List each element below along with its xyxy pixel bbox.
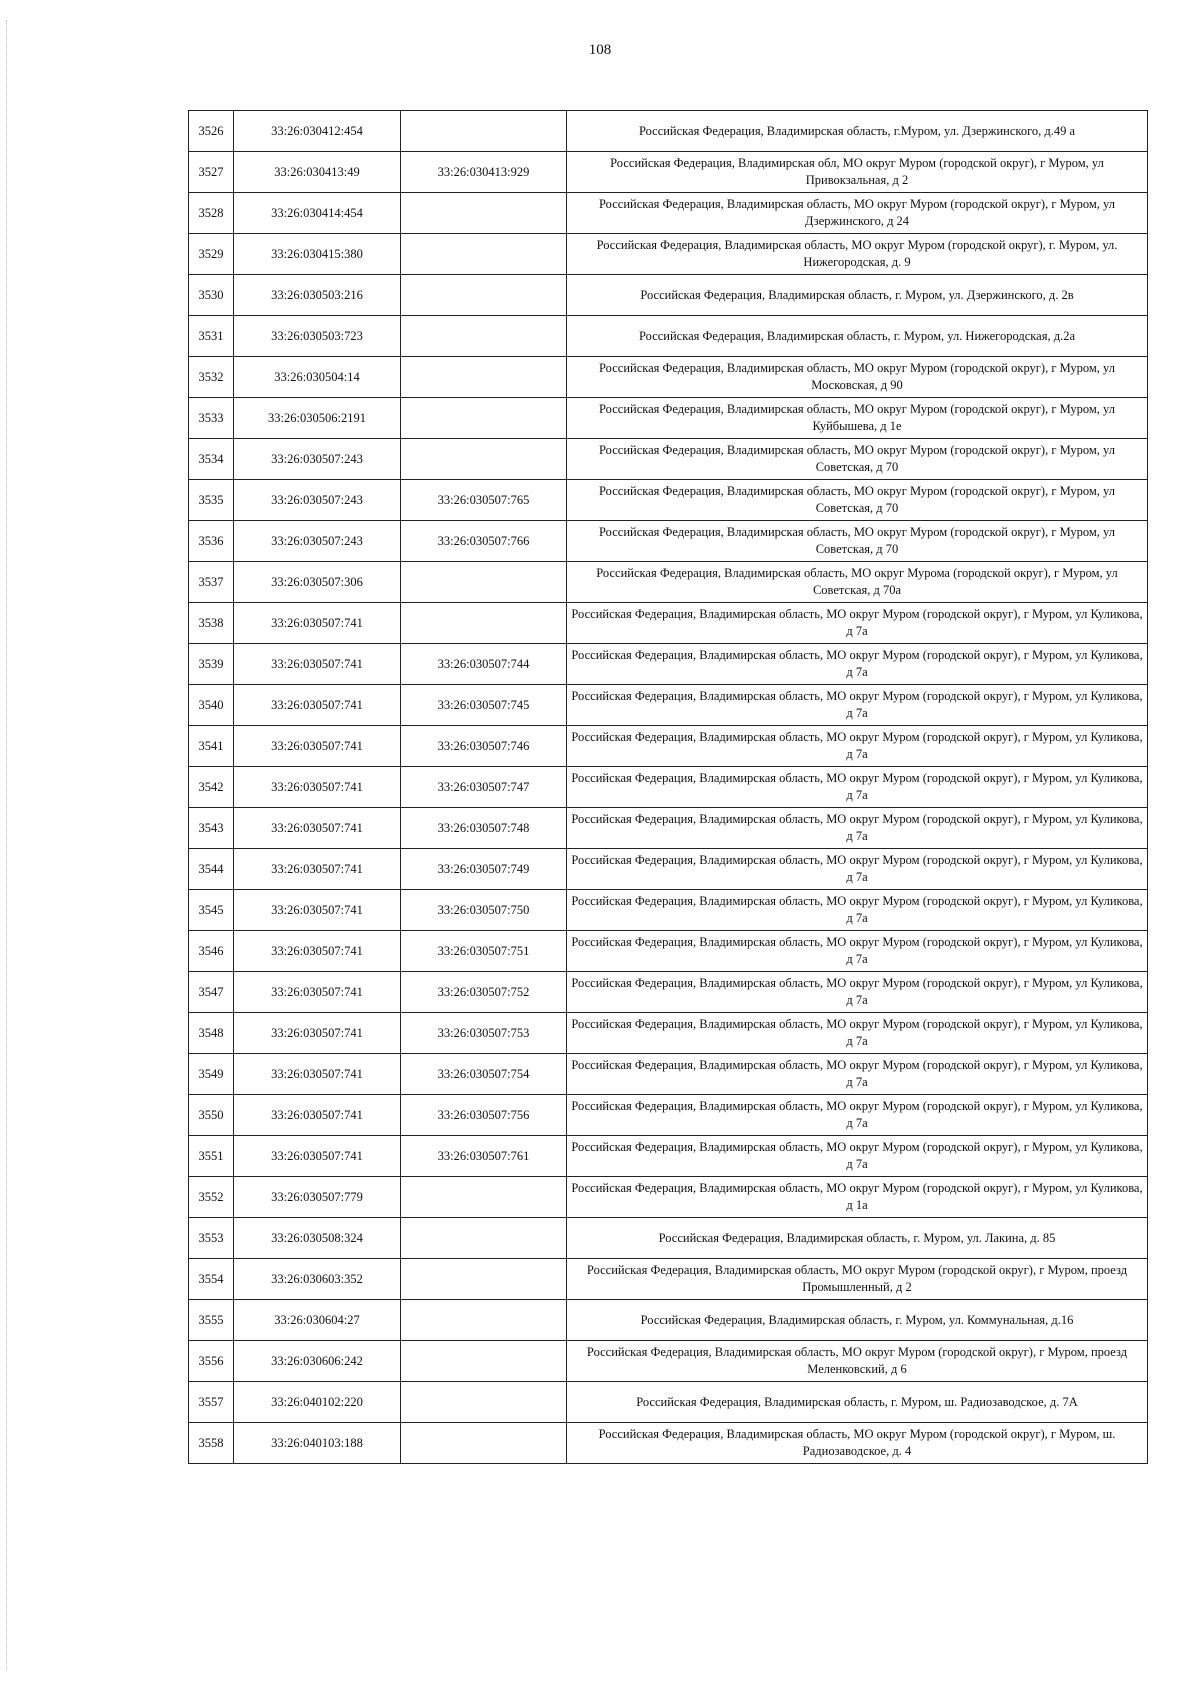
table-row xyxy=(189,234,1148,275)
address-cell: Российская Федерация, Владимирская область, г. Муром, ш. Радиозаводское, д. 7А xyxy=(567,1382,1148,1423)
object-number-cell xyxy=(401,1259,567,1300)
object-number-cell xyxy=(401,1300,567,1341)
cadastral-number-cell: 33:26:030507:741 xyxy=(234,685,401,726)
row-number-cell: 3527 xyxy=(189,152,234,193)
table-row xyxy=(189,111,1148,152)
object-number-cell xyxy=(401,357,567,398)
row-number-cell: 3535 xyxy=(189,480,234,521)
object-number-cell: 33:26:030507:754 xyxy=(401,1054,567,1095)
cadastral-number-cell: 33:26:030507:741 xyxy=(234,1013,401,1054)
row-number-cell: 3544 xyxy=(189,849,234,890)
cadastral-number-cell: 33:26:030604:27 xyxy=(234,1300,401,1341)
object-number-cell: 33:26:030413:929 xyxy=(401,152,567,193)
address-cell: Российская Федерация, Владимирская область, МО округ Муром (городской округ), г Муром, ул Куликова, д 7а xyxy=(567,1136,1148,1177)
object-number-cell xyxy=(401,1177,567,1218)
address-cell: Российская Федерация, Владимирская область, МО округ Муром (городской округ), г Муром, ул Куликова, д 7а xyxy=(567,1013,1148,1054)
address-cell: Российская Федерация, Владимирская область, МО округ Муром (городской округ), г Муром, ул Куликова, д 7а xyxy=(567,931,1148,972)
object-number-cell: 33:26:030507:745 xyxy=(401,685,567,726)
table-row xyxy=(189,480,1148,521)
table-row xyxy=(189,603,1148,644)
cadastral-number-cell: 33:26:030415:380 xyxy=(234,234,401,275)
registry-table-body xyxy=(189,111,1148,1464)
address-cell: Российская Федерация, Владимирская обл, МО округ Муром (городской округ), г Муром, ул Привокзальная, д 2 xyxy=(567,152,1148,193)
cadastral-number-cell: 33:26:030503:723 xyxy=(234,316,401,357)
object-number-cell: 33:26:030507:751 xyxy=(401,931,567,972)
object-number-cell xyxy=(401,562,567,603)
cadastral-number-cell: 33:26:030507:741 xyxy=(234,644,401,685)
row-number-cell: 3556 xyxy=(189,1341,234,1382)
object-number-cell: 33:26:030507:750 xyxy=(401,890,567,931)
cadastral-number-cell: 33:26:030507:741 xyxy=(234,890,401,931)
address-cell: Российская Федерация, Владимирская область, МО округ Муром (городской округ), г Муром, ул Куликова, д 7а xyxy=(567,726,1148,767)
table-row xyxy=(189,193,1148,234)
object-number-cell: 33:26:030507:761 xyxy=(401,1136,567,1177)
cadastral-number-cell: 33:26:030506:2191 xyxy=(234,398,401,439)
table-row xyxy=(189,1423,1148,1464)
address-cell: Российская Федерация, Владимирская область, МО округ Муром (городской округ), г Муром, ул Куликова, д 7а xyxy=(567,1054,1148,1095)
address-cell: Российская Федерация, Владимирская область, МО округ Муром (городской округ), г Муром, проезд Меленковский, д 6 xyxy=(567,1341,1148,1382)
cadastral-number-cell: 33:26:030507:741 xyxy=(234,1136,401,1177)
object-number-cell: 33:26:030507:766 xyxy=(401,521,567,562)
row-number-cell: 3547 xyxy=(189,972,234,1013)
table-row xyxy=(189,1300,1148,1341)
table-row xyxy=(189,931,1148,972)
object-number-cell xyxy=(401,316,567,357)
cadastral-number-cell: 33:26:030507:243 xyxy=(234,480,401,521)
row-number-cell: 3555 xyxy=(189,1300,234,1341)
table-row xyxy=(189,1013,1148,1054)
row-number-cell: 3530 xyxy=(189,275,234,316)
row-number-cell: 3532 xyxy=(189,357,234,398)
table-row xyxy=(189,1177,1148,1218)
object-number-cell xyxy=(401,1423,567,1464)
address-cell: Российская Федерация, Владимирская область, МО округ Муром (городской округ), г Муром, ул Советская, д 70 xyxy=(567,521,1148,562)
address-cell: Российская Федерация, Владимирская область, г.Муром, ул. Дзержинского, д.49 а xyxy=(567,111,1148,152)
row-number-cell: 3552 xyxy=(189,1177,234,1218)
address-cell: Российская Федерация, Владимирская область, МО округ Муром (городской округ), г Муром, ул Куликова, д 7а xyxy=(567,972,1148,1013)
address-cell: Российская Федерация, Владимирская область, МО округ Муром (городской округ), г Муром, ул Московская, д 90 xyxy=(567,357,1148,398)
object-number-cell: 33:26:030507:744 xyxy=(401,644,567,685)
table-row xyxy=(189,439,1148,480)
address-cell: Российская Федерация, Владимирская область, МО округ Муром (городской округ), г Муром, ул Советская, д 70 xyxy=(567,480,1148,521)
object-number-cell: 33:26:030507:749 xyxy=(401,849,567,890)
cadastral-number-cell: 33:26:030413:49 xyxy=(234,152,401,193)
row-number-cell: 3546 xyxy=(189,931,234,972)
cadastral-number-cell: 33:26:040103:188 xyxy=(234,1423,401,1464)
table-row xyxy=(189,972,1148,1013)
row-number-cell: 3554 xyxy=(189,1259,234,1300)
address-cell: Российская Федерация, Владимирская область, г. Муром, ул. Нижегородская, д.2а xyxy=(567,316,1148,357)
row-number-cell: 3538 xyxy=(189,603,234,644)
cadastral-number-cell: 33:26:030507:741 xyxy=(234,972,401,1013)
cadastral-number-cell: 33:26:030507:243 xyxy=(234,521,401,562)
cadastral-number-cell: 33:26:030414:454 xyxy=(234,193,401,234)
address-cell: Российская Федерация, Владимирская область, МО округ Муром (городской округ), г Муром, ш. Радиозаводское, д. 4 xyxy=(567,1423,1148,1464)
table-row xyxy=(189,726,1148,767)
address-cell: Российская Федерация, Владимирская область, МО округ Муром (городской округ), г Муром, ул Куликова, д 7а xyxy=(567,603,1148,644)
cadastral-number-cell: 33:26:030507:306 xyxy=(234,562,401,603)
cadastral-number-cell: 33:26:030507:741 xyxy=(234,1054,401,1095)
object-number-cell xyxy=(401,603,567,644)
table-row xyxy=(189,685,1148,726)
object-number-cell xyxy=(401,1341,567,1382)
cadastral-number-cell: 33:26:030606:242 xyxy=(234,1341,401,1382)
row-number-cell: 3548 xyxy=(189,1013,234,1054)
address-cell: Российская Федерация, Владимирская область, г. Муром, ул. Дзержинского, д. 2в xyxy=(567,275,1148,316)
row-number-cell: 3528 xyxy=(189,193,234,234)
address-cell: Российская Федерация, Владимирская область, МО округ Муром (городской округ), г Муром, ул Куйбышева, д 1е xyxy=(567,398,1148,439)
address-cell: Российская Федерация, Владимирская область, МО округ Муром (городской округ), г. Муром, ул. Нижегородская, д. 9 xyxy=(567,234,1148,275)
registry-table xyxy=(188,110,1148,1464)
table-row xyxy=(189,1136,1148,1177)
address-cell: Российская Федерация, Владимирская область, МО округ Мурома (городской округ), г Муром, ул Советская, д 70а xyxy=(567,562,1148,603)
page-number: 108 xyxy=(588,42,612,58)
table-row xyxy=(189,1218,1148,1259)
row-number-cell: 3550 xyxy=(189,1095,234,1136)
address-cell: Российская Федерация, Владимирская область, МО округ Муром (городской округ), г Муром, ул Куликова, д 7а xyxy=(567,685,1148,726)
row-number-cell: 3539 xyxy=(189,644,234,685)
object-number-cell: 33:26:030507:753 xyxy=(401,1013,567,1054)
object-number-cell xyxy=(401,193,567,234)
cadastral-number-cell: 33:26:030504:14 xyxy=(234,357,401,398)
row-number-cell: 3557 xyxy=(189,1382,234,1423)
table-row xyxy=(189,521,1148,562)
address-cell: Российская Федерация, Владимирская область, МО округ Муром (городской округ), г Муром, ул Куликова, д 7а xyxy=(567,849,1148,890)
cadastral-number-cell: 33:26:030507:243 xyxy=(234,439,401,480)
address-cell: Российская Федерация, Владимирская область, г. Муром, ул. Коммунальная, д.16 xyxy=(567,1300,1148,1341)
row-number-cell: 3540 xyxy=(189,685,234,726)
cadastral-number-cell: 33:26:030507:741 xyxy=(234,931,401,972)
address-cell: Российская Федерация, Владимирская область, г. Муром, ул. Лакина, д. 85 xyxy=(567,1218,1148,1259)
row-number-cell: 3553 xyxy=(189,1218,234,1259)
cadastral-number-cell: 33:26:030508:324 xyxy=(234,1218,401,1259)
table-row xyxy=(189,849,1148,890)
cadastral-number-cell: 33:26:030412:454 xyxy=(234,111,401,152)
object-number-cell xyxy=(401,275,567,316)
table-row xyxy=(189,808,1148,849)
cadastral-number-cell: 33:26:030503:216 xyxy=(234,275,401,316)
row-number-cell: 3543 xyxy=(189,808,234,849)
address-cell: Российская Федерация, Владимирская область, МО округ Муром (городской округ), г Муром, ул Куликова, д 7а xyxy=(567,767,1148,808)
row-number-cell: 3549 xyxy=(189,1054,234,1095)
row-number-cell: 3526 xyxy=(189,111,234,152)
table-row xyxy=(189,562,1148,603)
cadastral-number-cell: 33:26:030507:741 xyxy=(234,767,401,808)
address-cell: Российская Федерация, Владимирская область, МО округ Муром (городской округ), г Муром, ул Куликова, д 7а xyxy=(567,890,1148,931)
address-cell: Российская Федерация, Владимирская область, МО округ Муром (городской округ), г Муром, проезд Промышленный, д 2 xyxy=(567,1259,1148,1300)
object-number-cell: 33:26:030507:748 xyxy=(401,808,567,849)
object-number-cell: 33:26:030507:747 xyxy=(401,767,567,808)
address-cell: Российская Федерация, Владимирская область, МО округ Муром (городской округ), г Муром, ул Куликова, д 7а xyxy=(567,808,1148,849)
cadastral-number-cell: 33:26:030507:779 xyxy=(234,1177,401,1218)
object-number-cell: 33:26:030507:765 xyxy=(401,480,567,521)
object-number-cell xyxy=(401,439,567,480)
cadastral-number-cell: 33:26:040102:220 xyxy=(234,1382,401,1423)
table-row xyxy=(189,890,1148,931)
cadastral-number-cell: 33:26:030507:741 xyxy=(234,726,401,767)
address-cell: Российская Федерация, Владимирская область, МО округ Муром (городской округ), г Муром, ул Куликова, д 7а xyxy=(567,644,1148,685)
table-row xyxy=(189,275,1148,316)
scan-margin-mark xyxy=(6,20,8,1670)
table-row xyxy=(189,1382,1148,1423)
table-row xyxy=(189,1341,1148,1382)
address-cell: Российская Федерация, Владимирская область, МО округ Муром (городской округ), г Муром, ул Куликова, д 1а xyxy=(567,1177,1148,1218)
cadastral-number-cell: 33:26:030603:352 xyxy=(234,1259,401,1300)
table-row xyxy=(189,767,1148,808)
table-row xyxy=(189,1259,1148,1300)
cadastral-number-cell: 33:26:030507:741 xyxy=(234,1095,401,1136)
table-row xyxy=(189,644,1148,685)
cadastral-number-cell: 33:26:030507:741 xyxy=(234,603,401,644)
row-number-cell: 3536 xyxy=(189,521,234,562)
table-row xyxy=(189,398,1148,439)
table-row xyxy=(189,1054,1148,1095)
cadastral-number-cell: 33:26:030507:741 xyxy=(234,849,401,890)
object-number-cell xyxy=(401,111,567,152)
object-number-cell xyxy=(401,398,567,439)
row-number-cell: 3531 xyxy=(189,316,234,357)
object-number-cell xyxy=(401,1382,567,1423)
row-number-cell: 3533 xyxy=(189,398,234,439)
table-row xyxy=(189,357,1148,398)
object-number-cell: 33:26:030507:756 xyxy=(401,1095,567,1136)
object-number-cell: 33:26:030507:752 xyxy=(401,972,567,1013)
table-row xyxy=(189,1095,1148,1136)
table-row xyxy=(189,316,1148,357)
address-cell: Российская Федерация, Владимирская область, МО округ Муром (городской округ), г Муром, ул Дзержинского, д 24 xyxy=(567,193,1148,234)
row-number-cell: 3537 xyxy=(189,562,234,603)
row-number-cell: 3534 xyxy=(189,439,234,480)
object-number-cell xyxy=(401,234,567,275)
object-number-cell: 33:26:030507:746 xyxy=(401,726,567,767)
row-number-cell: 3545 xyxy=(189,890,234,931)
object-number-cell xyxy=(401,1218,567,1259)
row-number-cell: 3558 xyxy=(189,1423,234,1464)
address-cell: Российская Федерация, Владимирская область, МО округ Муром (городской округ), г Муром, ул Куликова, д 7а xyxy=(567,1095,1148,1136)
address-cell: Российская Федерация, Владимирская область, МО округ Муром (городской округ), г Муром, ул Советская, д 70 xyxy=(567,439,1148,480)
cadastral-number-cell: 33:26:030507:741 xyxy=(234,808,401,849)
row-number-cell: 3542 xyxy=(189,767,234,808)
row-number-cell: 3541 xyxy=(189,726,234,767)
row-number-cell: 3551 xyxy=(189,1136,234,1177)
table-row xyxy=(189,152,1148,193)
row-number-cell: 3529 xyxy=(189,234,234,275)
